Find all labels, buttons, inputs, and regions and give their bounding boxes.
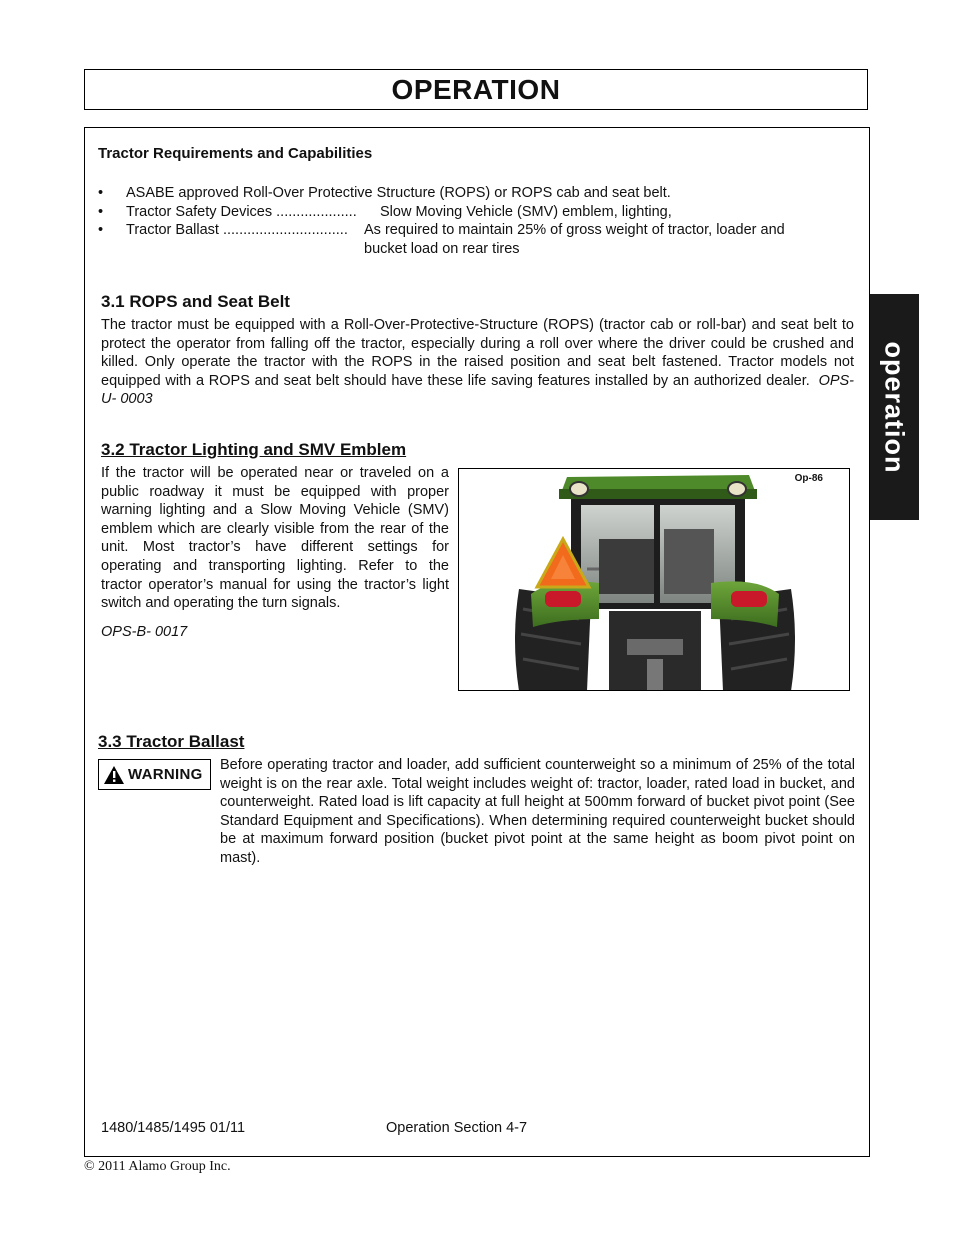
requirement-label-safety: Tractor Safety Devices ....................	[126, 204, 357, 220]
warning-badge	[98, 759, 211, 790]
warning-label: WARNING	[128, 766, 203, 783]
side-tab-label: operation	[879, 340, 910, 474]
footer-model: 1480/1485/1495 01/11	[101, 1120, 246, 1136]
bullet-marker: •	[98, 222, 104, 238]
tractor-rear-illustration	[459, 469, 850, 691]
copyright: © 2011 Alamo Group Inc.	[84, 1159, 231, 1174]
section-title-rops-text: 3.1 ROPS and Seat Belt	[101, 292, 290, 311]
page-title: OPERATION	[391, 73, 561, 105]
section-title-lighting: 3.2 Tractor Lighting and SMV Emblem	[101, 440, 407, 459]
requirement-value-ballast-cont: bucket load on rear tires	[364, 241, 520, 257]
requirement-value-safety: Slow Moving Vehicle (SMV) emblem, lighting,	[380, 204, 672, 220]
footer-section: Operation Section 4-7	[386, 1120, 528, 1136]
rops-code: OPS-U- 0003	[101, 372, 855, 408]
bullet-marker: •	[98, 185, 104, 201]
requirement-item-rops: ASABE approved Roll-Over Protective Structure (ROPS) or ROPS cab and seat belt.	[126, 185, 671, 201]
section-body-rops	[101, 316, 854, 409]
warning-triangle-icon	[103, 765, 125, 785]
figure-label: Op-86	[794, 473, 823, 484]
section-title-ballast: 3.3 Tractor Ballast	[98, 732, 245, 751]
rops-body-text: The tractor must be equipped with a Roll-Over-Protective-Structure (ROPS) (tractor cab or roll-bar) and seat belt to protect the operator from falling off the tractor, especially during a roll over where the driver could be crushed and killed. Only operate the tractor with the ROPS in the raised position and seat belt fastened. Tractor models not equipped with a ROPS and seat belt should have these life saving features installed by an authorized dealer.	[101, 317, 854, 389]
lighting-code: OPS-B- 0017	[101, 624, 188, 640]
bullet-marker: •	[98, 204, 104, 220]
section-title-rops	[101, 292, 290, 312]
requirements-title: Tractor Requirements and Capabilities	[98, 145, 373, 162]
requirement-value-ballast: As required to maintain 25% of gross weight of tractor, loader and	[364, 222, 785, 238]
section-body-lighting: If the tractor will be operated near or traveled on a public roadway it must be equipped with proper warning lighting and a Slow Moving Vehicle (SMV) emblem which are clearly visible from the rear of the unit. Most tractor’s have different settings for operating and transporting lighting. Refer to the tractor operator’s manual for using the tractor’s light switch and operating the turn signals.	[101, 465, 449, 612]
tractor-photo-frame	[458, 468, 850, 691]
side-tab	[869, 294, 919, 520]
requirement-label-ballast: Tractor Ballast ...............................	[126, 222, 348, 238]
section-body-ballast: Before operating tractor and loader, add sufficient counterweight so a minimum of 25% of the total weight is on the rear axle. Total weight includes weight of: tractor, loader, rated load in bucket, and counterweight. Rated load is lift capacity at full height at 500mm forward of bucket pivot point (See Standard Equipment and Specifications). When determining required counterweight bucket should be at maximum forward position (bucket pivot point at the same height as boom pivot point on mast).	[220, 757, 855, 866]
header-box	[84, 69, 868, 110]
